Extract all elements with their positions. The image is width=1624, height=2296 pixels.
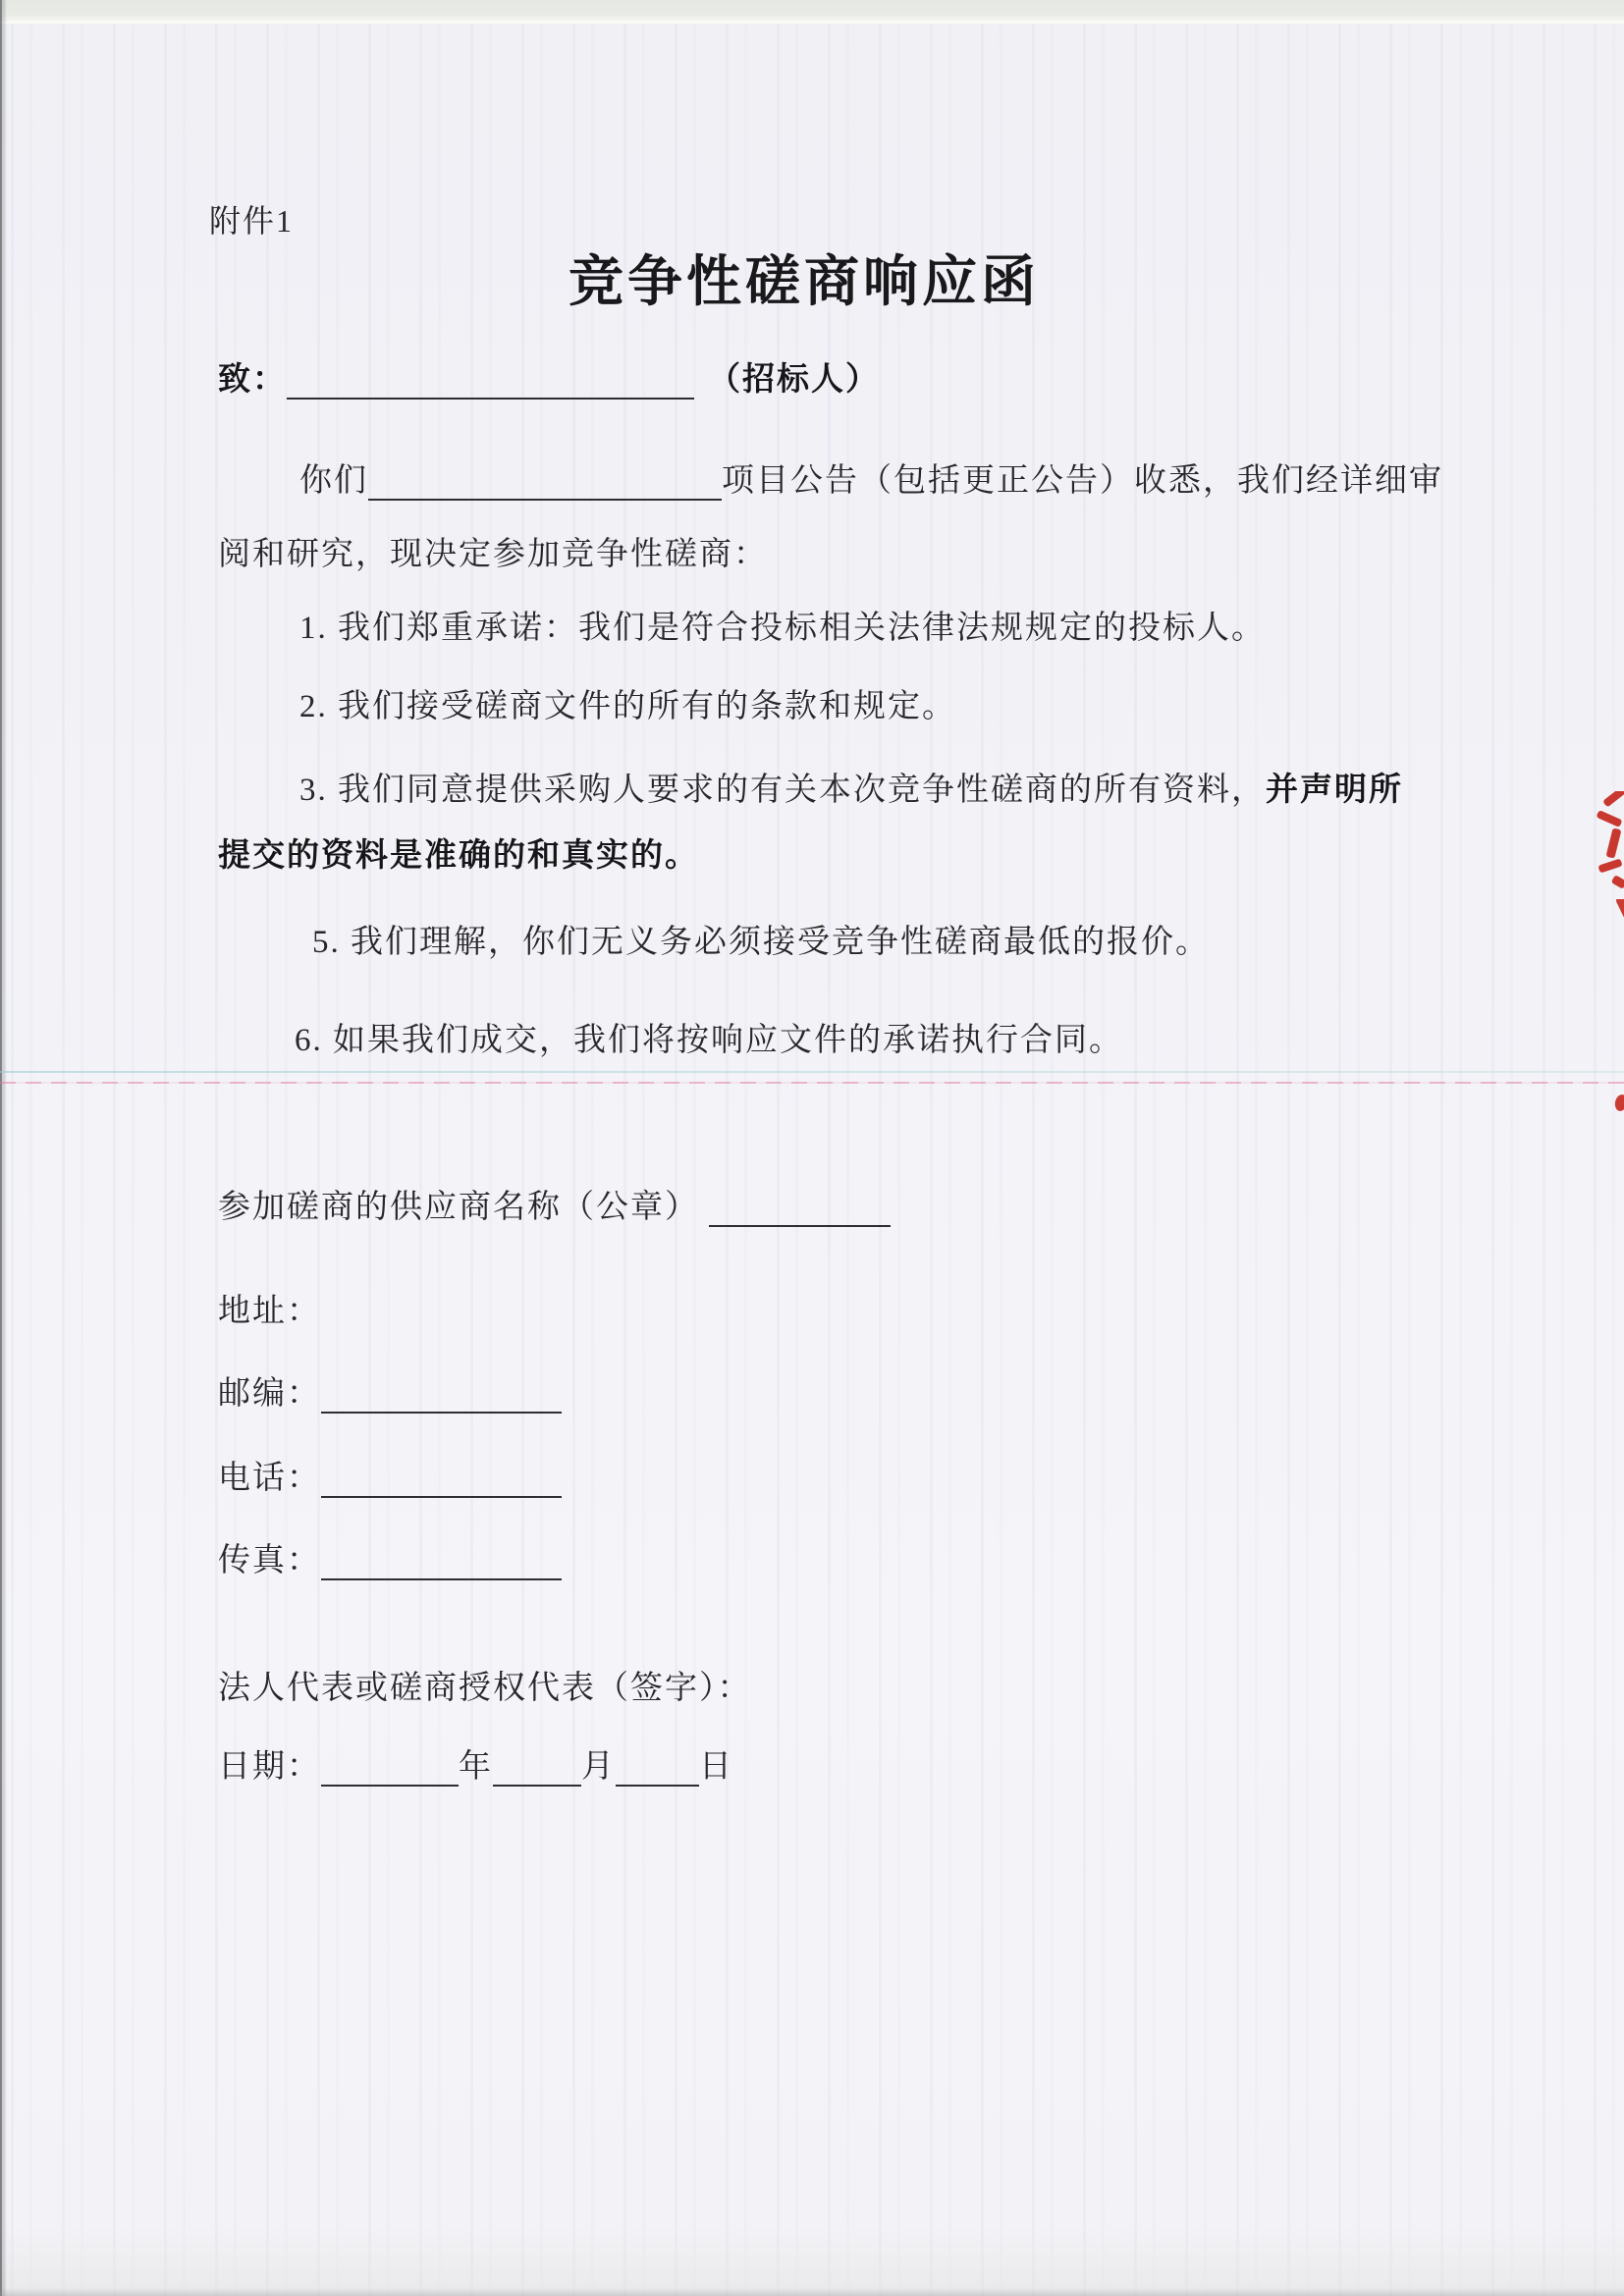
scan-edge-bottom [0, 2288, 1624, 2296]
intro-suffix: 项目公告（包括更正公告）收悉，我们经详细审 [722, 463, 1443, 499]
commitment-item-6: 6. 如果我们成交，我们将按响应文件的承诺执行合同。 [295, 1023, 1123, 1058]
year-label: 年 [459, 1749, 493, 1785]
fax-blank-line [321, 1543, 562, 1580]
address-line: 地址： [218, 1294, 321, 1329]
supplier-name-line [218, 1188, 891, 1227]
date-label: 日期： [218, 1749, 321, 1785]
intro-line-2: 阅和研究，现决定参加竞争性磋商： [218, 537, 768, 572]
supplier-name-label: 参加磋商的供应商名称（公章） [218, 1190, 699, 1225]
scan-edge-left [0, 0, 7, 2296]
date-month-blank-line [493, 1749, 581, 1787]
attachment-label: 附件1 [209, 203, 295, 239]
item-3-bold-text: 并声明所 [1266, 773, 1403, 808]
page-fold-line-pink [0, 1082, 1624, 1084]
page-title: 竞争性磋商响应函 [568, 252, 1040, 313]
signature-line: 法人代表或磋商授权代表（签字）： [218, 1671, 752, 1706]
date-day-blank-line [616, 1749, 699, 1787]
date-line [218, 1747, 733, 1787]
phone-line [218, 1459, 562, 1498]
commitment-item-2: 2. 我们接受磋商文件的所有的条款和规定。 [299, 689, 956, 724]
fax-line [218, 1541, 562, 1580]
supplier-name-blank-line [709, 1190, 891, 1227]
phone-blank-line [321, 1461, 562, 1498]
commitment-item-1: 1. 我们郑重承诺：我们是符合投标相关法律法规规定的投标人。 [299, 611, 1266, 646]
date-year-blank-line [321, 1749, 459, 1787]
day-label: 日 [699, 1749, 733, 1785]
scan-edge-top [0, 0, 1624, 24]
recipient-blank-line [287, 362, 694, 400]
red-seal-fragment-icon [1595, 791, 1624, 893]
postcode-blank-line [321, 1376, 562, 1414]
commitment-item-5: 5. 我们理解，你们无义务必须接受竞争性磋商最低的报价。 [312, 925, 1210, 960]
page-fold-line-teal [0, 1071, 1624, 1073]
postcode-label: 邮编： [218, 1376, 321, 1412]
commitment-item-3-continuation: 提交的资料是准确的和真实的。 [218, 838, 699, 874]
phone-label: 电话： [218, 1461, 321, 1496]
salutation-line [218, 360, 880, 400]
fax-label: 传真： [218, 1543, 321, 1578]
recipient-label: （招标人） [708, 362, 880, 398]
month-label: 月 [581, 1749, 616, 1785]
red-seal-fragment-icon [1614, 1092, 1624, 1115]
item-3-normal-text: 3. 我们同意提供采购人要求的有关本次竞争性磋商的所有资料， [299, 773, 1266, 808]
red-seal-fragment-icon [1610, 899, 1624, 934]
project-name-blank-line [368, 463, 722, 501]
commitment-item-3 [299, 771, 1403, 810]
intro-line-1 [299, 461, 1443, 501]
to-label: 致： [218, 362, 287, 398]
intro-prefix: 你们 [299, 463, 368, 499]
postcode-line [218, 1374, 562, 1414]
